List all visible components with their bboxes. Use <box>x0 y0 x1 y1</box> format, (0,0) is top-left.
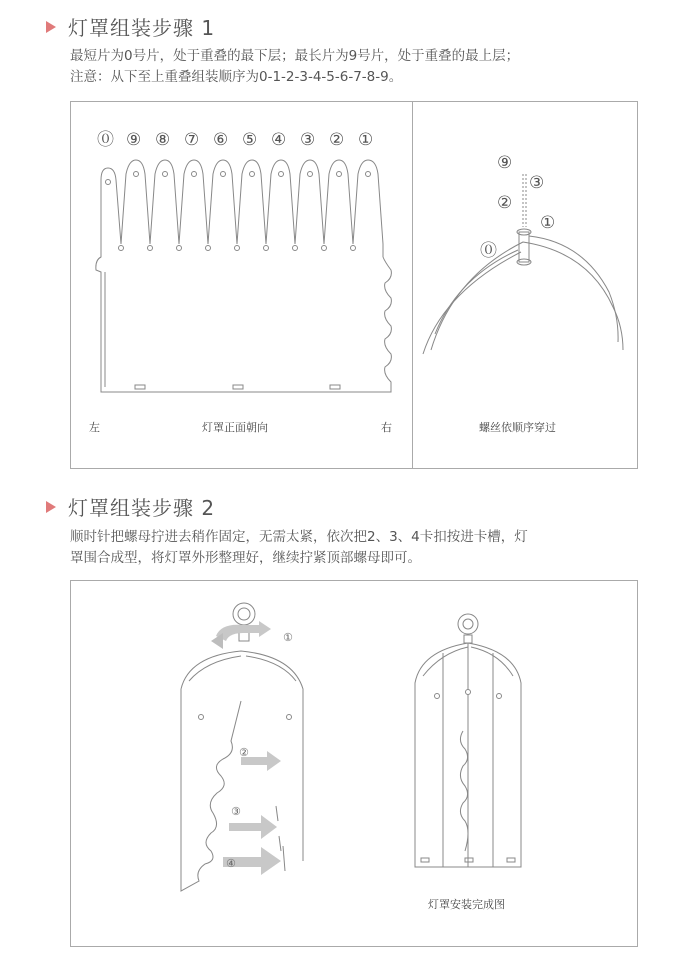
assembly-diagram <box>71 581 637 946</box>
rotate-arrow-icon <box>216 621 271 641</box>
step1-heading <box>46 12 215 41</box>
triangle-bullet-icon <box>46 21 56 33</box>
step1-line2: 注意：从下至上重叠组装顺序为0-1-2-3-4-5-6-7-8-9。 <box>70 69 403 85</box>
completed-caption: 灯罩安装完成图 <box>428 898 505 911</box>
step2-diagram-panel <box>70 580 638 947</box>
mark-2: ② <box>239 746 249 759</box>
piece-number-1: ① <box>358 130 374 150</box>
mark-1: ① <box>283 631 293 644</box>
screw-number-3: ③ <box>529 173 545 193</box>
piece-number-2: ② <box>329 130 345 150</box>
screw-number-9: ⑨ <box>497 153 513 173</box>
label-right: 右 <box>381 421 392 434</box>
step2-description <box>70 527 670 569</box>
step2-heading <box>46 492 215 521</box>
step1-title: 灯罩组装步骤 1 <box>68 16 216 40</box>
triangle-bullet-icon <box>46 501 56 513</box>
screw-caption: 螺丝依顺序穿过 <box>479 421 556 434</box>
piece-number-3: ③ <box>300 130 316 150</box>
label-left: 左 <box>89 421 100 434</box>
step1-description <box>70 46 670 88</box>
step2-line2: 罩围合成型，将灯罩外形整理好，继续拧紧顶部螺母即可。 <box>70 550 421 566</box>
piece-number-8: ⑧ <box>155 130 171 150</box>
step1-diagram-panel <box>70 101 638 469</box>
mark-4: ④ <box>226 857 236 870</box>
piece-number-7: ⑦ <box>184 130 200 150</box>
push-arrow-3-icon <box>229 815 277 839</box>
piece-number-4: ④ <box>271 130 287 150</box>
piece-number-5: ⑤ <box>242 130 258 150</box>
step1-line1: 最短片为0号片，处于重叠的最下层；最长片为9号片，处于重叠的最上层； <box>70 48 520 64</box>
screw-number-1: ① <box>540 213 556 233</box>
label-front-direction: 灯罩正面朝向 <box>202 421 268 434</box>
step2-title: 灯罩组装步骤 2 <box>68 496 216 520</box>
shade-pieces-diagram <box>71 102 412 468</box>
step2-line1: 顺时针把螺母拧进去稍作固定，无需太紧，依次把2、3、4卡扣按进卡槽，灯 <box>70 529 528 545</box>
piece-number-6: ⑥ <box>213 130 229 150</box>
screw-number-2: ② <box>497 193 513 213</box>
mark-3: ③ <box>231 805 241 818</box>
screw-order-diagram <box>413 102 637 468</box>
screw-number-0: ⓪ <box>480 241 497 261</box>
piece-number-0: ⓪ <box>97 130 114 150</box>
piece-number-9: ⑨ <box>126 130 142 150</box>
